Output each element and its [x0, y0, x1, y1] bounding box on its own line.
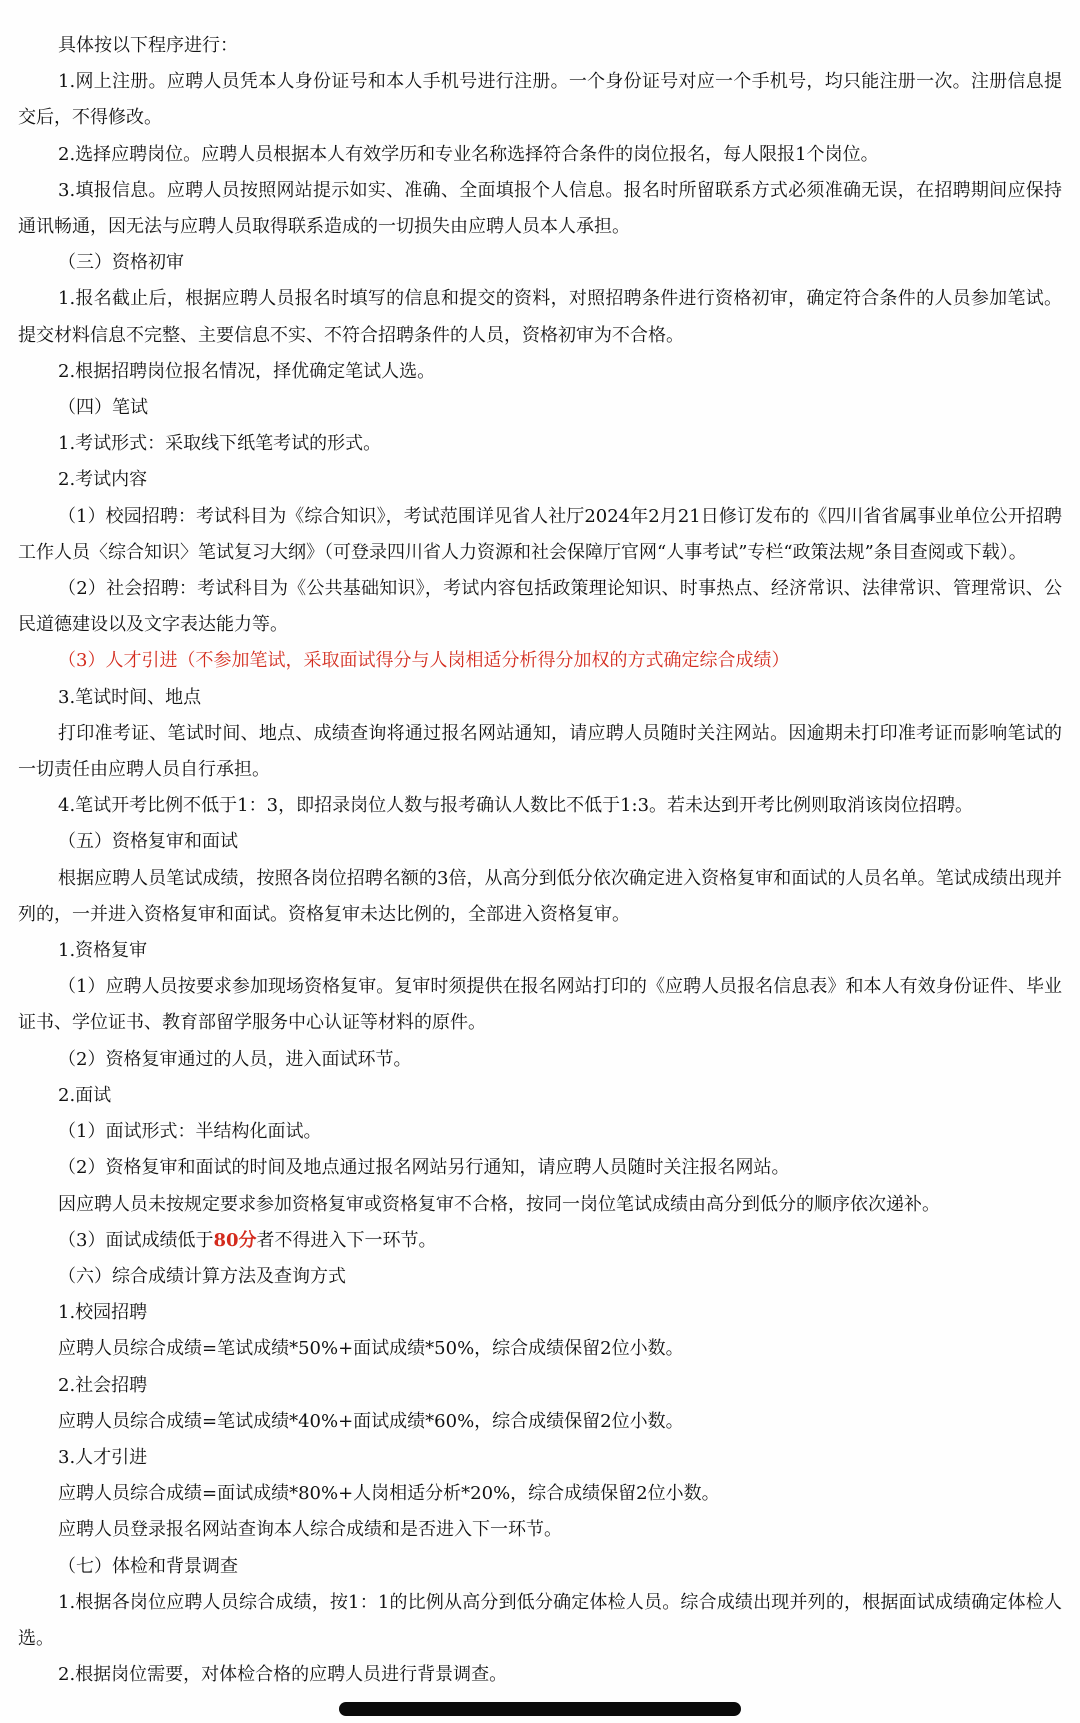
exam-time-place-detail: 打印准考证、笔试时间、地点、成绩查询将通过报名网站通知，请应聘人员随时关注网站。因逾期未打印准考证而影响笔试的一切责任由应聘人员自行承担。 — [18, 722, 1062, 781]
exam-content-heading: 2.考试内容 — [58, 469, 148, 491]
interview-item-2: （2）资格复审和面试的时间及地点通过报名网站另行通知，请应聘人员随时关注报名网站。 — [58, 1157, 790, 1179]
interview-score-threshold: 80分 — [213, 1229, 257, 1251]
interview-item-3-before: （3）面试成绩低于 — [58, 1229, 214, 1251]
interview-item-3-after: 者不得进入下一环节。 — [256, 1229, 437, 1251]
review-item-1: （1）应聘人员按要求参加现场资格复审。复审时须提供在报名网站打印的《应聘人员报名信息表》和本人有效身份证件、毕业证书、学位证书、教育部留学服务中心认证等材料的原件。 — [18, 976, 1062, 1034]
medical-item-2: 2.根据岗位需要，对体检合格的应聘人员进行背景调查。 — [58, 1664, 508, 1686]
interview-backfill: 因应聘人员未按规定要求参加资格复审或资格复审不合格，按同一岗位笔试成绩由高分到低分的顺序依次递补。 — [58, 1193, 940, 1215]
exam-content-social: （2）社会招聘：考试科目为《公共基础知识》，考试内容包括政策理论知识、时事热点、经济常识、法律常识、管理常识、公民道德建设以及文字表达能力等。 — [18, 578, 1062, 636]
section-heading-initial-review: （三）资格初审 — [58, 252, 184, 274]
section-heading-review-interview: （五）资格复审和面试 — [58, 831, 238, 853]
talent-heading: 3.人才引进 — [58, 1446, 148, 1468]
intro-paragraph: 具体按以下程序进行： — [58, 35, 238, 56]
medical-item-1: 1.根据各岗位应聘人员综合成绩，按1：1的比例从高分到低分确定体检人员。综合成绩出现并列的，根据面试成绩确定体检人选。 — [18, 1591, 1062, 1649]
exam-content-talent-note: （3）人才引进（不参加笔试，采取面试得分与人岗相适分析得分加权的方式确定综合成绩） — [58, 650, 790, 672]
interview-item-3 — [18, 1223, 1062, 1259]
initial-review-item-1: 1.报名截止后，根据应聘人员报名时填写的信息和提交的资料，对照招聘条件进行资格初审，确定符合条件的人员参加笔试。提交材料信息不完整、主要信息不实、不符合招聘条件的人员，资格初审为不合格。 — [18, 288, 1062, 346]
review-heading: 1.资格复审 — [58, 940, 148, 962]
step-fill-info: 3.填报信息。应聘人员按照网站提示如实、准确、全面填报个人信息。报名时所留联系方式必须准确无误，在招聘期间应保持通讯畅通，因无法与应聘人员取得联系造成的一切损失由应聘人员本人承担。 — [18, 179, 1062, 238]
campus-heading: 1.校园招聘 — [58, 1302, 148, 1324]
interview-item-1: （1）面试形式：半结构化面试。 — [58, 1121, 322, 1143]
talent-formula: 应聘人员综合成绩=面试成绩*80%+人岗相适分析*20%，综合成绩保留2位小数。 — [58, 1483, 720, 1505]
step-register: 1.网上注册。应聘人员凭本人身份证号和本人手机号进行注册。一个身份证号对应一个手机号，均只能注册一次。注册信息提交后，不得修改。 — [18, 71, 1062, 129]
social-formula: 应聘人员综合成绩=笔试成绩*40%+面试成绩*60%，综合成绩保留2位小数。 — [58, 1410, 684, 1432]
document-body — [18, 28, 1062, 1693]
review-item-2: （2）资格复审通过的人员，进入面试环节。 — [58, 1048, 412, 1070]
social-heading: 2.社会招聘 — [58, 1374, 148, 1396]
score-query-note: 应聘人员登录报名网站查询本人综合成绩和是否进入下一环节。 — [58, 1519, 562, 1541]
exam-time-place-heading: 3.笔试时间、地点 — [58, 686, 202, 708]
section-heading-composite-score: （六）综合成绩计算方法及查询方式 — [58, 1265, 346, 1287]
campus-formula: 应聘人员综合成绩=笔试成绩*50%+面试成绩*50%，综合成绩保留2位小数。 — [58, 1338, 684, 1360]
section-heading-medical-background: （七）体检和背景调查 — [58, 1555, 238, 1577]
step-select-position: 2.选择应聘岗位。应聘人员根据本人有效学历和专业名称选择符合条件的岗位报名，每人限报1个岗位。 — [58, 143, 879, 165]
home-indicator-bar[interactable] — [339, 1702, 741, 1716]
review-interview-detail: 根据应聘人员笔试成绩，按照各岗位招聘名额的3倍，从高分到低分依次确定进入资格复审和面试的人员名单。笔试成绩出现并列的，一并进入资格复审和面试。资格复审未达比例的，全部进入资格复审。 — [18, 867, 1062, 925]
exam-format: 1.考试形式：采取线下纸笔考试的形式。 — [58, 433, 382, 455]
exam-ratio: 4.笔试开考比例不低于1：3，即招录岗位人数与报考确认人数比不低于1:3。若未达到开考比例则取消该岗位招聘。 — [58, 795, 974, 817]
section-heading-written-exam: （四）笔试 — [58, 397, 148, 419]
initial-review-item-2: 2.根据招聘岗位报名情况，择优确定笔试人选。 — [58, 360, 436, 382]
interview-heading: 2.面试 — [58, 1084, 112, 1106]
exam-content-campus: （1）校园招聘：考试科目为《综合知识》，考试范围详见省人社厅2024年2月21日修订发布的《四川省省属事业单位公开招聘工作人员〈综合知识〉笔试复习大纲》（可登录四川省人力资源和社会保障厅官网“人事考试”专栏“政策法规”条目查阅或下载）。 — [18, 505, 1062, 563]
